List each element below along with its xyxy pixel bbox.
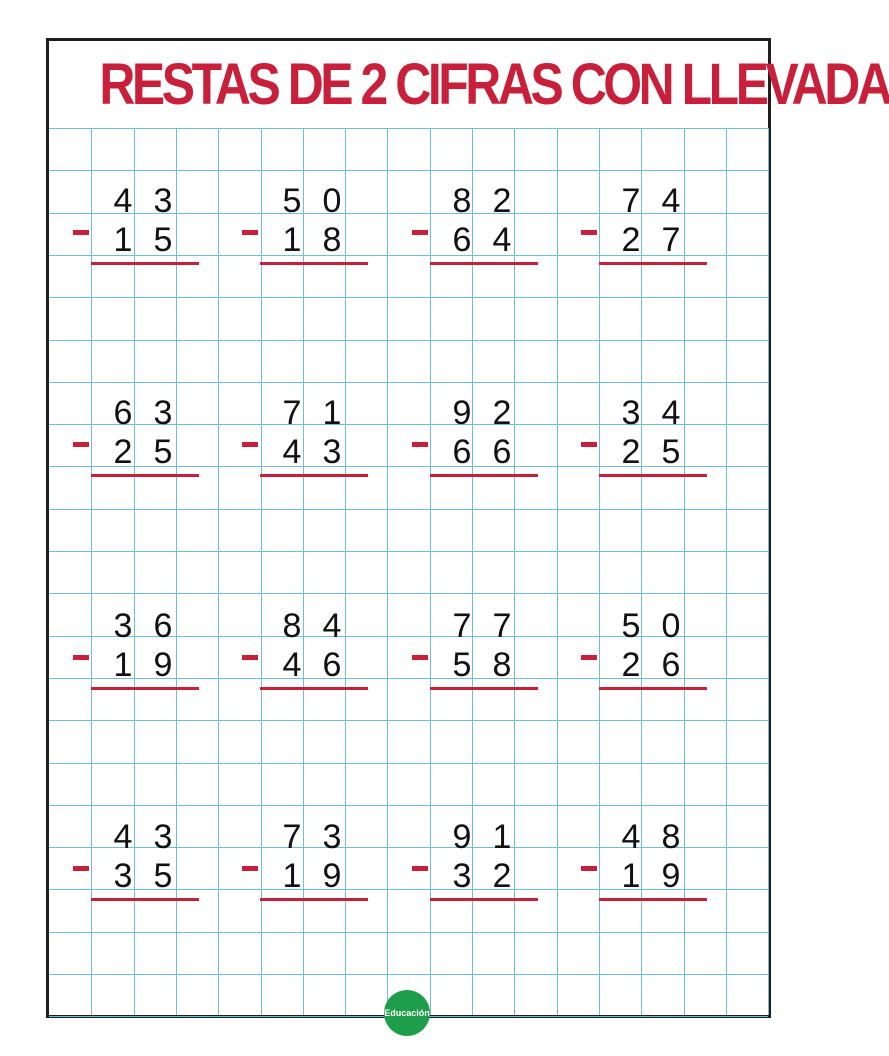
subtraction-problem: [91, 606, 211, 696]
subtrahend-row: [599, 432, 719, 472]
subtraction-problem: [599, 181, 719, 271]
minus-sign: [581, 230, 597, 235]
subtrahend-row: [91, 856, 211, 896]
answer-line: [599, 687, 707, 690]
subtraction-problem: [430, 817, 550, 907]
subtrahend-digit: 6: [452, 433, 472, 471]
minuend-row: [430, 606, 550, 646]
subtrahend-digit: 9: [661, 857, 681, 895]
minus-sign: [242, 655, 258, 660]
minuend-row: [430, 181, 550, 221]
minuend-digit: 5: [621, 607, 641, 645]
subtraction-problem: [91, 181, 211, 271]
minuend-digit: 1: [492, 818, 512, 856]
subtrahend-digit: 2: [621, 433, 641, 471]
minuend-digit: 3: [322, 818, 342, 856]
subtraction-problem: [260, 393, 380, 483]
minuend-digit: 4: [113, 818, 133, 856]
subtrahend-digit: 5: [153, 221, 173, 259]
minuend-row: [599, 606, 719, 646]
minus-sign: [412, 655, 428, 660]
minuend-digit: 1: [322, 394, 342, 432]
minus-sign: [242, 866, 258, 871]
grid-vertical-line: [218, 128, 219, 1015]
subtrahend-digit: 6: [452, 221, 472, 259]
minuend-digit: 6: [153, 607, 173, 645]
answer-line: [599, 474, 707, 477]
subtrahend-row: [91, 220, 211, 260]
subtrahend-digit: 3: [113, 857, 133, 895]
minus-sign: [73, 866, 89, 871]
subtrahend-digit: 2: [621, 221, 641, 259]
minuend-digit: 7: [452, 607, 472, 645]
answer-line: [260, 687, 368, 690]
subtrahend-row: [430, 220, 550, 260]
subtrahend-digit: 6: [661, 646, 681, 684]
subtrahend-row: [430, 856, 550, 896]
worksheet-title: RESTAS DE 2 CIFRAS CON LLEVADA: [99, 52, 889, 117]
subtraction-problem: [430, 181, 550, 271]
grid-horizontal-line: [49, 340, 768, 341]
subtrahend-digit: 9: [322, 857, 342, 895]
subtrahend-digit: 1: [113, 221, 133, 259]
answer-line: [430, 262, 538, 265]
subtrahend-digit: 1: [282, 857, 302, 895]
answer-line: [91, 474, 199, 477]
minus-sign: [73, 655, 89, 660]
subtrahend-digit: 5: [452, 646, 472, 684]
minus-sign: [581, 866, 597, 871]
subtrahend-row: [599, 645, 719, 685]
minuend-row: [599, 393, 719, 433]
minuend-row: [260, 181, 380, 221]
grid-vertical-line: [768, 128, 769, 1015]
minuend-row: [599, 181, 719, 221]
subtraction-problem: [260, 181, 380, 271]
minuend-digit: 3: [153, 182, 173, 220]
subtraction-problem: [260, 606, 380, 696]
minuend-digit: 3: [153, 818, 173, 856]
subtrahend-row: [260, 220, 380, 260]
minuend-digit: 0: [322, 182, 342, 220]
minuend-digit: 7: [492, 607, 512, 645]
subtraction-problem: [91, 817, 211, 907]
minuend-digit: 5: [282, 182, 302, 220]
minuend-row: [599, 817, 719, 857]
minus-sign: [581, 655, 597, 660]
minuend-digit: 3: [113, 607, 133, 645]
grid-horizontal-line: [49, 720, 768, 721]
minuend-row: [91, 817, 211, 857]
minuend-row: [430, 817, 550, 857]
subtrahend-row: [430, 645, 550, 685]
minuend-digit: 9: [452, 818, 472, 856]
minus-sign: [242, 230, 258, 235]
subtrahend-digit: 3: [322, 433, 342, 471]
minuend-digit: 9: [452, 394, 472, 432]
grid-vertical-line: [387, 128, 388, 1015]
minuend-digit: 4: [621, 818, 641, 856]
grid-horizontal-line: [49, 593, 768, 594]
minuend-row: [260, 606, 380, 646]
subtraction-problem: [430, 393, 550, 483]
grid-horizontal-line: [49, 170, 768, 171]
grid-horizontal-line: [49, 297, 768, 298]
answer-line: [430, 474, 538, 477]
grid-horizontal-line: [49, 763, 768, 764]
minuend-digit: 8: [661, 818, 681, 856]
subtrahend-row: [260, 856, 380, 896]
subtraction-problem: [430, 606, 550, 696]
minus-sign: [412, 866, 428, 871]
subtrahend-row: [599, 856, 719, 896]
minuend-digit: 7: [282, 394, 302, 432]
grid-horizontal-line: [49, 974, 768, 975]
subtrahend-digit: 4: [492, 221, 512, 259]
subtrahend-digit: 9: [153, 646, 173, 684]
subtrahend-row: [91, 645, 211, 685]
worksheet: [46, 38, 889, 1018]
subtrahend-digit: 2: [113, 433, 133, 471]
subtrahend-digit: 2: [621, 646, 641, 684]
subtrahend-digit: 6: [492, 433, 512, 471]
minus-sign: [73, 230, 89, 235]
answer-line: [91, 262, 199, 265]
answer-line: [260, 262, 368, 265]
subtrahend-digit: 2: [492, 857, 512, 895]
minuend-digit: 8: [282, 607, 302, 645]
minus-sign: [581, 442, 597, 447]
minus-sign: [412, 442, 428, 447]
subtrahend-row: [260, 645, 380, 685]
minus-sign: [242, 442, 258, 447]
answer-line: [260, 898, 368, 901]
pencil-logo-icon: [384, 990, 430, 1036]
minuend-digit: 7: [621, 182, 641, 220]
grid-horizontal-line: [49, 551, 768, 552]
subtraction-problem: [260, 817, 380, 907]
minuend-digit: 8: [452, 182, 472, 220]
minuend-digit: 4: [113, 182, 133, 220]
subtrahend-digit: 1: [113, 646, 133, 684]
grid-vertical-line: [557, 128, 558, 1015]
grid-horizontal-line: [49, 509, 768, 510]
subtraction-problem: [599, 606, 719, 696]
subtraction-problem: [599, 393, 719, 483]
minuend-digit: 4: [661, 182, 681, 220]
minuend-row: [91, 606, 211, 646]
subtrahend-row: [260, 432, 380, 472]
minuend-digit: 3: [621, 394, 641, 432]
minuend-digit: 6: [113, 394, 133, 432]
subtraction-problem: [599, 817, 719, 907]
answer-line: [430, 687, 538, 690]
subtrahend-digit: 1: [621, 857, 641, 895]
minuend-digit: 3: [153, 394, 173, 432]
answer-line: [599, 262, 707, 265]
grid-horizontal-line: [49, 128, 768, 129]
logo-text: Educación: [384, 1008, 430, 1018]
answer-line: [599, 898, 707, 901]
subtrahend-digit: 7: [661, 221, 681, 259]
minuend-digit: 2: [492, 394, 512, 432]
subtrahend-digit: 3: [452, 857, 472, 895]
minuend-row: [260, 393, 380, 433]
subtraction-problem: [91, 393, 211, 483]
minuend-row: [91, 181, 211, 221]
answer-line: [91, 687, 199, 690]
answer-line: [430, 898, 538, 901]
minuend-digit: 4: [661, 394, 681, 432]
answer-line: [91, 898, 199, 901]
minuend-digit: 7: [282, 818, 302, 856]
subtrahend-row: [91, 432, 211, 472]
minuend-digit: 4: [322, 607, 342, 645]
subtrahend-digit: 5: [661, 433, 681, 471]
grid-horizontal-line: [49, 382, 768, 383]
subtrahend-digit: 1: [282, 221, 302, 259]
subtrahend-row: [599, 220, 719, 260]
minus-sign: [73, 442, 89, 447]
subtrahend-digit: 4: [282, 646, 302, 684]
subtrahend-digit: 6: [322, 646, 342, 684]
answer-line: [260, 474, 368, 477]
subtrahend-row: [430, 432, 550, 472]
subtrahend-digit: 8: [492, 646, 512, 684]
subtrahend-digit: 8: [322, 221, 342, 259]
minuend-row: [430, 393, 550, 433]
grid-vertical-line: [726, 128, 727, 1015]
grid-horizontal-line: [49, 932, 768, 933]
subtrahend-digit: 4: [282, 433, 302, 471]
subtrahend-digit: 5: [153, 433, 173, 471]
minuend-digit: 2: [492, 182, 512, 220]
grid-horizontal-line: [49, 805, 768, 806]
minuend-digit: 0: [661, 607, 681, 645]
subtrahend-digit: 5: [153, 857, 173, 895]
minuend-row: [91, 393, 211, 433]
minuend-row: [260, 817, 380, 857]
minus-sign: [412, 230, 428, 235]
